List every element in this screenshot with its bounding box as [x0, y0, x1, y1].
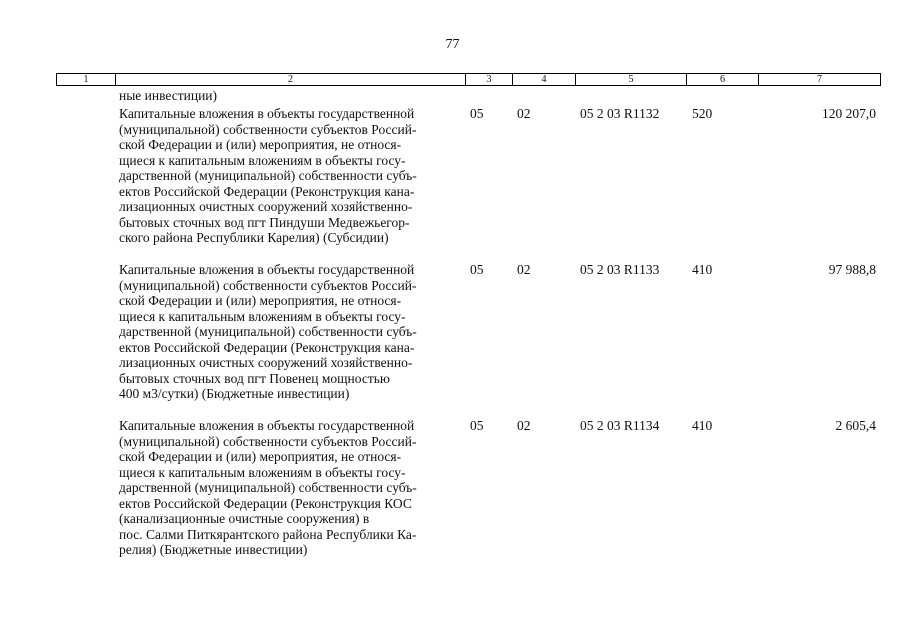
- description-line: 400 м3/сутки) (Бюджетные инвестиции): [119, 386, 350, 401]
- row-expense-type: 410: [692, 418, 713, 433]
- row-description: [119, 106, 417, 246]
- description-line: пос. Салми Питкярантского района Республики Ка-: [119, 526, 417, 542]
- row-target-article: 05 2 03 R1133: [580, 262, 660, 277]
- description-line: дарственной (муниципальной) собственности субъ-: [119, 324, 417, 339]
- description-line: дарственной (муниципальной) собственности субъ-: [119, 168, 417, 183]
- description-line: щиеся к капитальным вложениям в объекты госу-: [119, 308, 406, 324]
- row-expense-type: 410: [692, 262, 713, 277]
- row-amount: 2 605,4: [835, 418, 876, 433]
- row-description: [119, 418, 417, 558]
- row-target-article: 05 2 03 R1134: [580, 418, 660, 433]
- row-section-code: 05: [470, 418, 484, 433]
- continuation-text: ные инвестиции): [119, 88, 218, 103]
- row-amount: 120 207,0: [822, 106, 876, 121]
- description-line: Капитальные вложения в объекты государственной: [119, 262, 415, 277]
- description-line: ской Федерации и (или) мероприятия, не относя-: [119, 449, 402, 464]
- page-number: 77: [445, 37, 460, 52]
- description-line: лизационных очистных сооружений хозяйственно-: [119, 199, 413, 214]
- row-target-article: 05 2 03 R1132: [580, 106, 660, 121]
- description-line: ектов Российской Федерации (Реконструкция кана-: [119, 183, 415, 199]
- column-header-7: 7: [759, 74, 881, 86]
- description-line: бытовых сточных вод пгт Повенец мощностью: [119, 370, 390, 386]
- column-header-6: 6: [687, 74, 759, 86]
- column-header-3: 3: [466, 74, 513, 86]
- description-line: релия) (Бюджетные инвестиции): [119, 542, 308, 557]
- column-header-4: 4: [513, 74, 576, 86]
- description-line: щиеся к капитальным вложениям в объекты госу-: [119, 152, 406, 168]
- description-line: (муниципальной) собственности субъектов Россий-: [119, 433, 417, 449]
- row-subsection-code: 02: [517, 106, 531, 121]
- description-line: ектов Российской Федерации (Реконструкция кана-: [119, 339, 415, 355]
- row-subsection-code: 02: [517, 262, 531, 277]
- description-line: дарственной (муниципальной) собственности субъ-: [119, 480, 417, 495]
- description-line: ского района Республики Карелия) (Субсидии): [119, 230, 389, 245]
- column-header-5: 5: [576, 74, 687, 86]
- row-description: [119, 262, 417, 402]
- description-line: щиеся к капитальным вложениям в объекты госу-: [119, 464, 406, 480]
- column-header-row: [57, 74, 881, 86]
- row-expense-type: 520: [692, 106, 713, 121]
- row-subsection-code: 02: [517, 418, 531, 433]
- description-line: лизационных очистных сооружений хозяйственно-: [119, 355, 413, 370]
- description-line: Капитальные вложения в объекты государственной: [119, 106, 415, 121]
- column-header-1: 1: [57, 74, 116, 86]
- description-line: бытовых сточных вод пгт Пиндуши Медвежьегор-: [119, 214, 410, 230]
- description-line: (муниципальной) собственности субъектов Россий-: [119, 121, 417, 137]
- row-section-code: 05: [470, 262, 484, 277]
- row-section-code: 05: [470, 106, 484, 121]
- column-header-table: [56, 73, 881, 86]
- description-line: ской Федерации и (или) мероприятия, не относя-: [119, 293, 402, 308]
- row-amount: 97 988,8: [828, 262, 876, 277]
- description-line: (муниципальной) собственности субъектов Россий-: [119, 277, 417, 293]
- column-header-2: 2: [116, 74, 466, 86]
- description-line: ектов Российской Федерации (Реконструкция КОС: [119, 495, 412, 511]
- description-line: (канализационные очистные сооружения) в: [119, 511, 370, 526]
- description-line: ской Федерации и (или) мероприятия, не относя-: [119, 137, 402, 152]
- description-line: Капитальные вложения в объекты государственной: [119, 418, 415, 433]
